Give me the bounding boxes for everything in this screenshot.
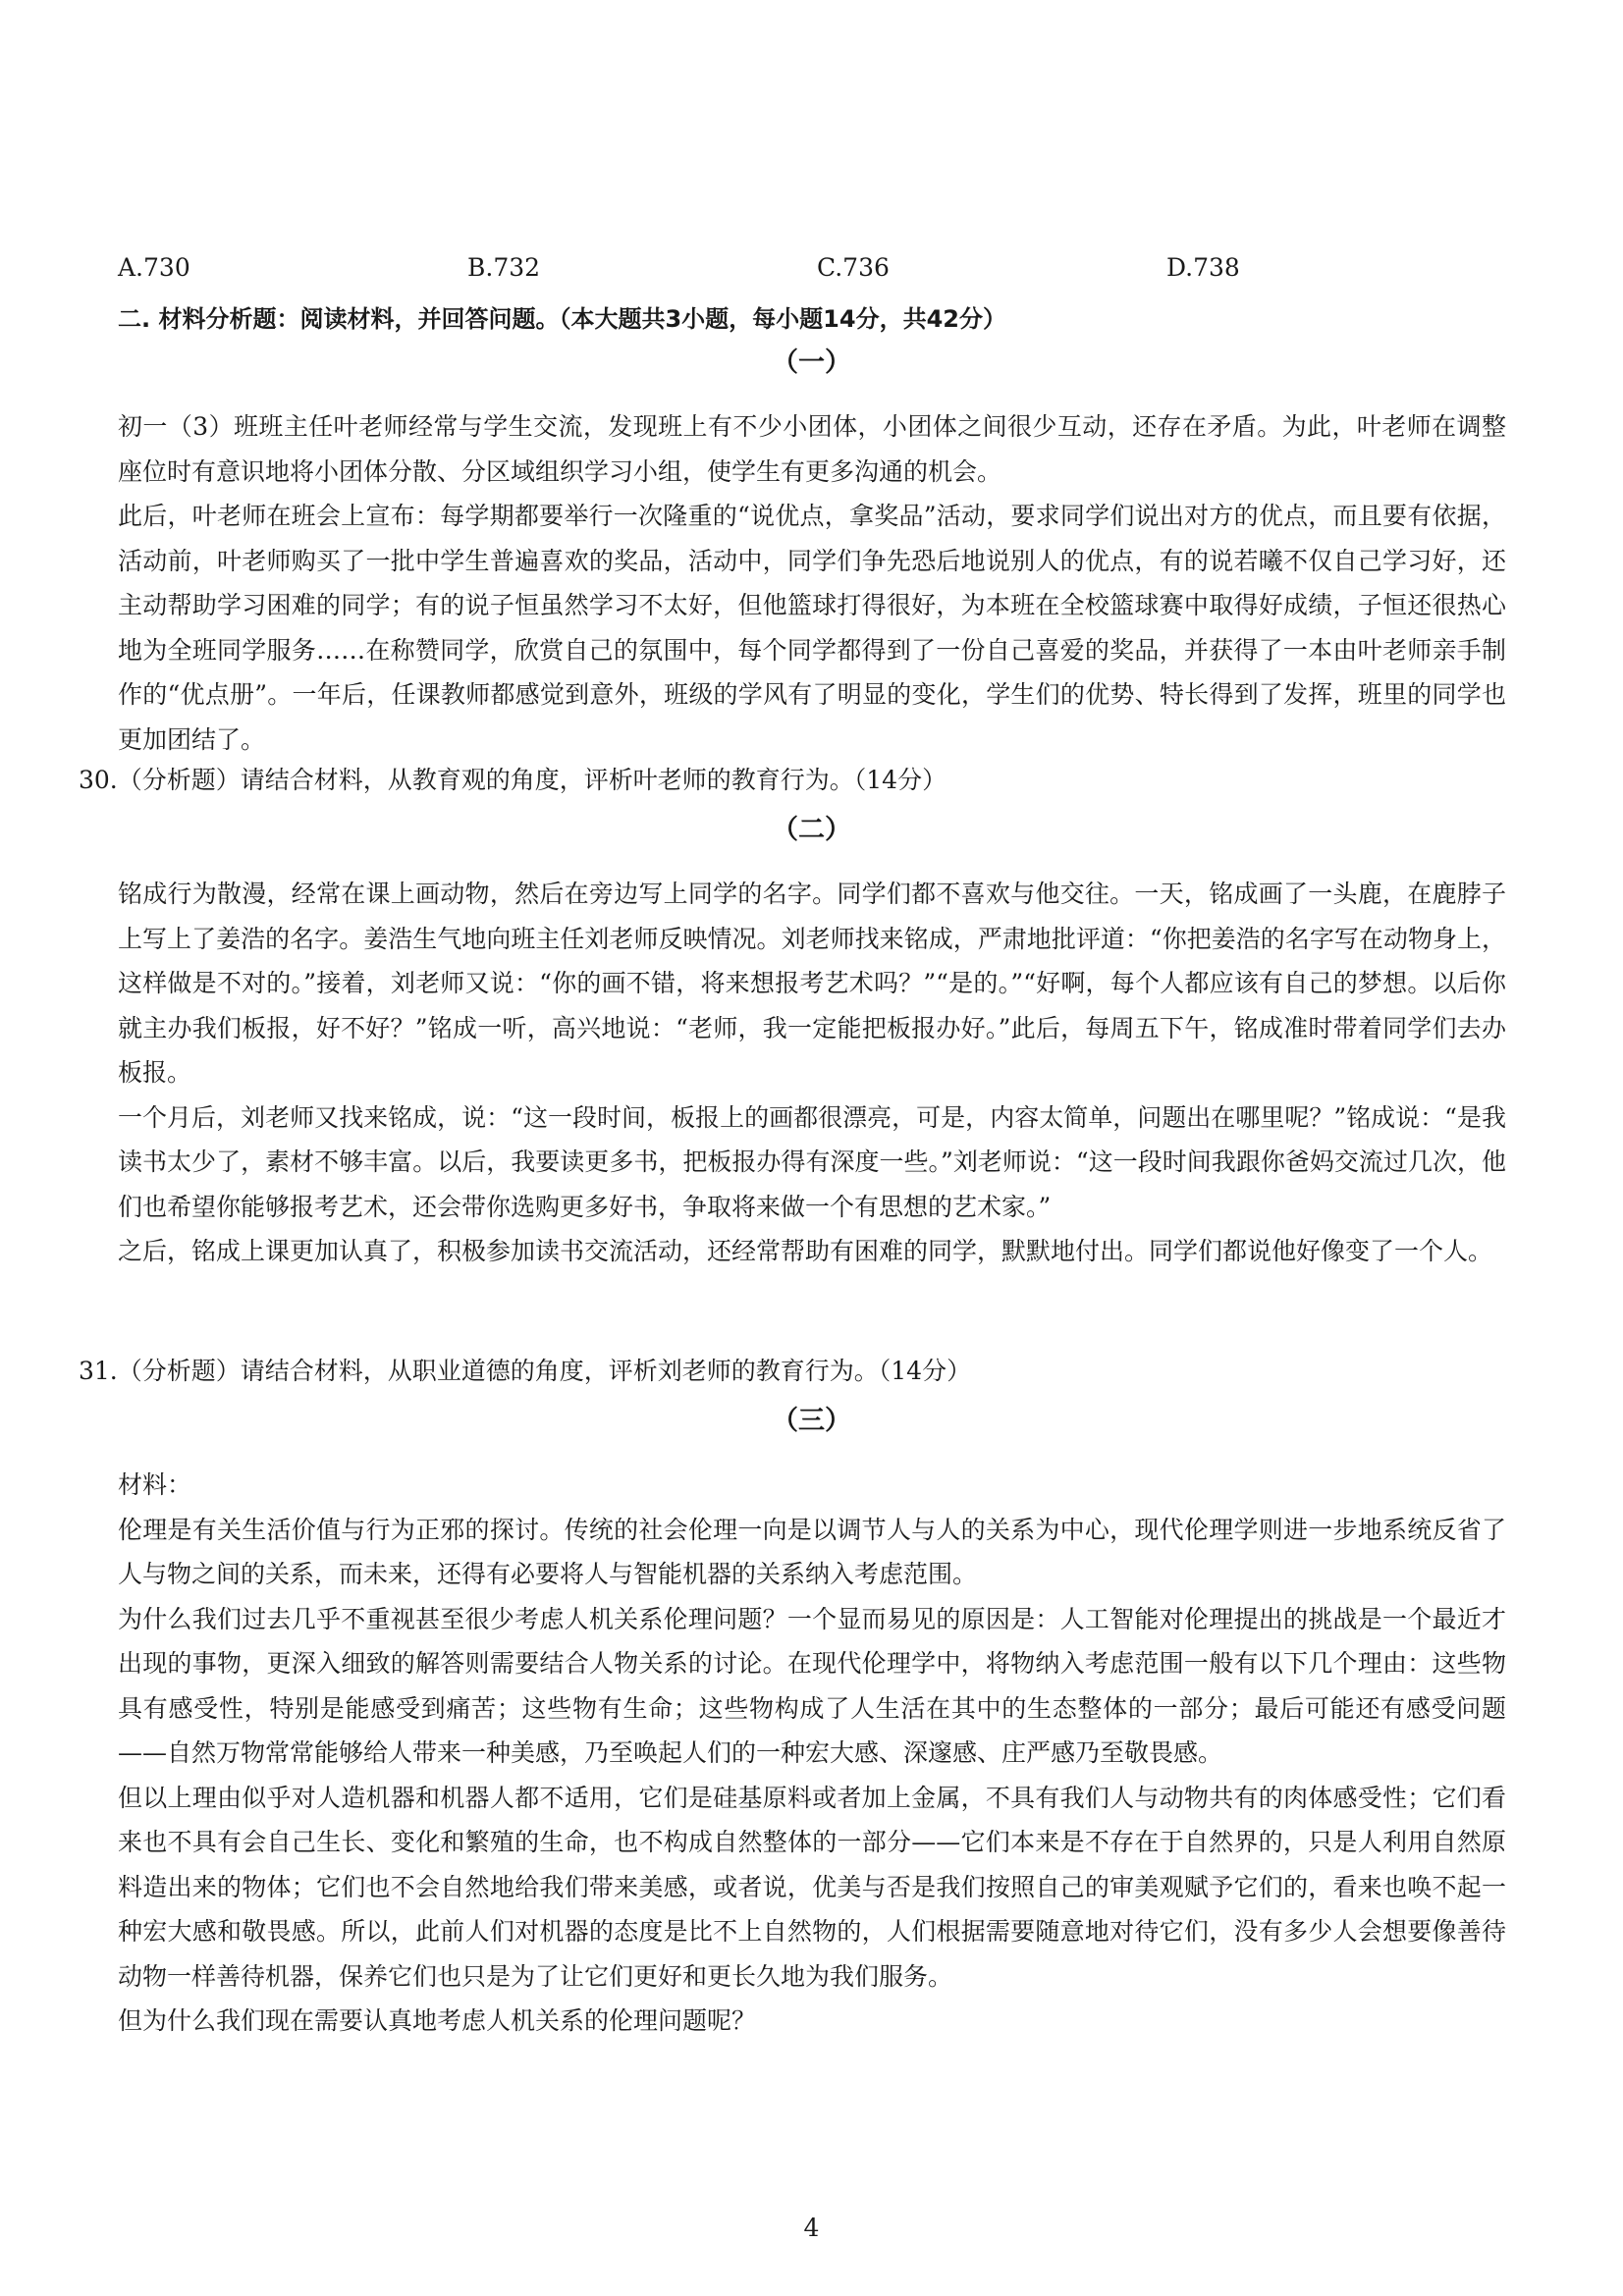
- passage-2: [118, 872, 1506, 1274]
- paragraph: 铭成行为散漫，经常在课上画动物，然后在旁边写上同学的名字。同学们都不喜欢与他交往。一天，铭成画了一头鹿，在鹿脖子上写上了姜浩的名字。姜浩生气地向班主任刘老师反映情况。刘老师找来铭成，严肃地批评道：“你把姜浩的名字写在动物身上，这样做是不对的。”接着，刘老师又说：“你的画不错，将来想报考艺术吗？”“是的。”“好啊，每个人都应该有自己的梦想。以后你就主办我们板报，好不好？”铭成一听，高兴地说：“老师，我一定能把板报办好。”此后，每周五下午，铭成准时带着同学们去办板报。: [118, 880, 1506, 1087]
- option-c: C.736: [817, 253, 890, 282]
- option-d: D.738: [1166, 253, 1240, 282]
- paragraph: 一个月后，刘老师又找来铭成，说：“这一段时间，板报上的画都很漂亮，可是，内容太简单，问题出在哪里呢？”铭成说：“是我读书太少了，素材不够丰富。以后，我要读更多书，把板报办得有深度一些。”刘老师说：“这一段时间我跟你爸妈交流过几次，他们也希望你能够报考艺术，还会带你选购更多好书，争取将来做一个有思想的艺术家。”: [118, 1102, 1506, 1221]
- part-title-2: （二）: [772, 815, 851, 845]
- paragraph: 此后，叶老师在班会上宣布：每学期都要举行一次隆重的“说优点，拿奖品”活动，要求同学们说出对方的优点，而且要有依据，活动前，叶老师购买了一批中学生普遍喜欢的奖品，活动中，同学们争先恐后地说别人的优点，有的说若曦不仅自己学习好，还主动帮助学习困难的同学；有的说子恒虽然学习不太好，但他篮球打得很好，为本班在全校篮球赛中取得好成绩，子恒还很热心地为全班同学服务……在称赞同学，欣赏自己的氛围中，每个同学都得到了一份自己喜爱的奖品，并获得了一本由叶老师亲手制作的“优点册”。一年后，任课教师都感觉到意外，班级的学风有了明显的变化，学生们的优势、特长得到了发挥，班里的同学也更加团结了。: [118, 502, 1506, 754]
- paragraph: 伦理是有关生活价值与行为正邪的探讨。传统的社会伦理一向是以调节人与人的关系为中心，现代伦理学则进一步地系统反省了人与物之间的关系，而未来，还得有必要将人与智能机器的关系纳入考虑范围。: [118, 1515, 1506, 1588]
- paragraph: 但为什么我们现在需要认真地考虑人机关系的伦理问题呢？: [118, 2006, 757, 2035]
- question-31: 31.（分析题）请结合材料，从职业道德的角度，评析刘老师的教育行为。（14分）: [79, 1357, 972, 1385]
- paragraph: 材料：: [118, 1470, 192, 1499]
- part-title-1: （一）: [772, 347, 851, 378]
- passage-3: [118, 1463, 1506, 2044]
- option-b: B.732: [467, 253, 541, 282]
- paragraph: 但以上理由似乎对人造机器和机器人都不适用，它们是硅基原料或者加上金属，不具有我们人与动物共有的肉体感受性；它们看来也不具有会自己生长、变化和繁殖的生命，也不构成自然整体的一部分——它们本来是不存在于自然界的，只是人利用自然原料造出来的物体；它们也不会自然地给我们带来美感，或者说，优美与否是我们按照自己的审美观赋予它们的，看来也唤不起一种宏大感和敬畏感。所以，此前人们对机器的态度是比不上自然物的，人们根据需要随意地对待它们，没有多少人会想要像善待动物一样善待机器，保养它们也只是为了让它们更好和更长久地为我们服务。: [118, 1783, 1506, 1991]
- page-number: 4: [803, 2214, 820, 2242]
- option-a: A.730: [118, 253, 190, 282]
- paragraph: 初一（3）班班主任叶老师经常与学生交流，发现班上有不少小团体，小团体之间很少互动，还存在矛盾。为此，叶老师在调整座位时有意识地将小团体分散、分区域组织学习小组，使学生有更多沟通的机会。: [118, 412, 1506, 486]
- question-30: 30.（分析题）请结合材料，从教育观的角度，评析叶老师的教育行为。（14分）: [79, 766, 947, 794]
- passage-1: [118, 404, 1506, 762]
- paragraph: 为什么我们过去几乎不重视甚至很少考虑人机关系伦理问题？一个显而易见的原因是：人工智能对伦理提出的挑战是一个最近才出现的事物，更深入细致的解答则需要结合人物关系的讨论。在现代伦理学中，将物纳入考虑范围一般有以下几个理由：这些物具有感受性，特别是能感受到痛苦；这些物有生命；这些物构成了人生活在其中的生态整体的一部分；最后可能还有感受问题——自然万物常常能够给人带来一种美感，乃至唤起人们的一种宏大感、深邃感、庄严感乃至敬畏感。: [118, 1604, 1506, 1767]
- section-heading: 二. 材料分析题：阅读材料，并回答问题。（本大题共3小题，每小题14分，共42分）: [118, 305, 1006, 333]
- paragraph: 之后，铭成上课更加认真了，积极参加读书交流活动，还经常帮助有困难的同学，默默地付出。同学们都说他好像变了一个人。: [118, 1237, 1493, 1265]
- part-title-3: （三）: [772, 1406, 851, 1436]
- answer-options: [118, 248, 1512, 288]
